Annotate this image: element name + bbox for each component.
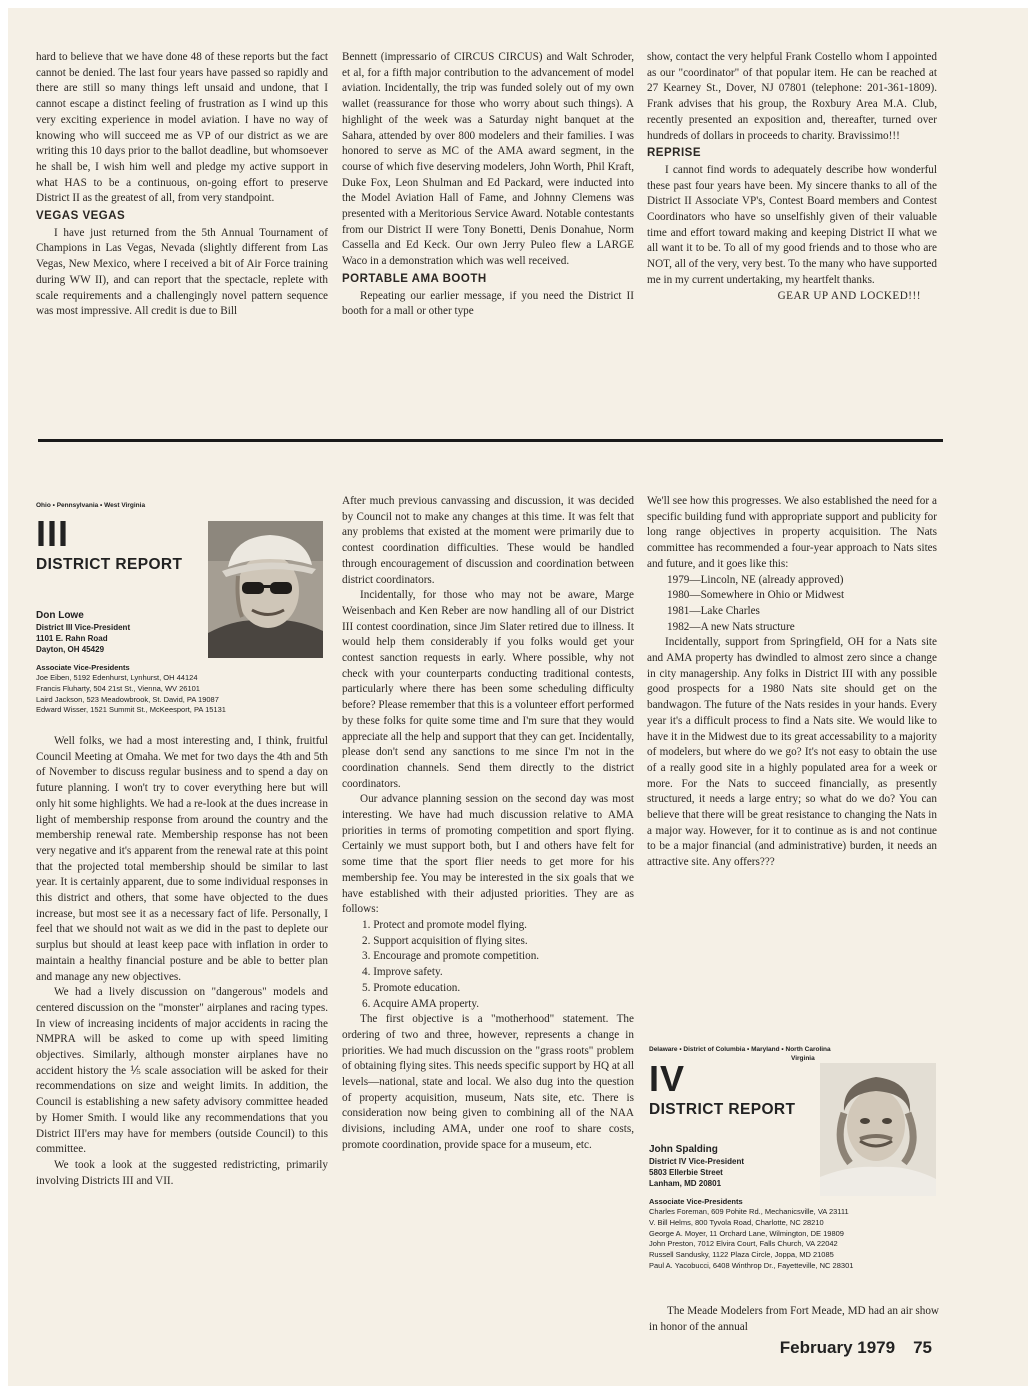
- issue-date: February 1979: [779, 1338, 896, 1357]
- associate-entry: Charles Foreman, 609 Pohite Rd., Mechanicsville, VA 23111: [649, 1207, 849, 1216]
- paragraph: I have just returned from the 5th Annual Tournament of Champions in Las Vegas, Nevada (slightly different from Las Vegas, New Mexico, where I received a bit of Air Force training during WW II), and can report that the spectacle, replete with scale requirements and a challengingly novel pattern sequence was most impressive. All credit is due to Bill: [36, 226, 328, 318]
- list-item: 4. Improve safety.: [362, 966, 443, 979]
- district-3-vp-street: 1101 E. Rahn Road: [36, 634, 108, 643]
- paragraph: Incidentally, support from Springfield, OH for a Nats site and AMA property has dwindled to almost zero since a change in city managership. Any folks in District III with any possible good prospects for a 1980 Nats site should get on the bandwagon. The future of the Nats resides in your hands. Every year it's a difficult process to find a Nats site. We would like to have it in the Midwest due to its great accessability to a majority of modelers, but where do we go? It's not easy to obtain the use of a really good site in a highly populated area for a week or more. For the Nats to succeed financially, as presently structured, it needs a large entry; so what do we do? You can believe that there will be great resistance to changing the Nats in a major way. However, for it to continue as is and not continue to be a major financial (and administrative) burden, it needs an attractive site. Any offers???: [647, 636, 937, 869]
- top-column-3: [647, 50, 937, 304]
- associate-entry: Francis Fluharty, 504 21st St., Vienna, WV 26101: [36, 683, 200, 693]
- district-3-associates-heading: Associate Vice-Presidents: [36, 663, 130, 672]
- district-4-paragraph: The Meade Modelers from Fort Meade, MD had an air show in honor of the annual: [649, 1305, 939, 1333]
- paragraph: We took a look at the suggested redistricting, primarily involving Districts III and VII.: [36, 1158, 328, 1187]
- district-4-title: DISTRICT REPORT: [649, 1101, 796, 1118]
- district-4-vp-info: [649, 1144, 949, 1272]
- district-4-states-2: Virginia: [791, 1055, 815, 1062]
- paragraph: The first objective is a "motherhood" statement. The ordering of two and three, however, represents a change in priorities. We had much discussion on the "grass roots" problem of obtaining flying sites. This needs specific support by HQ at all levels—national, state and local. We also dug into the question of property acquisition, museum, Nats site, etc. There is consideration now being given to combining all of the NAA divisions, including AMA, under one roof to share costs, promote coordination, provide space for a museum, etc.: [342, 1013, 634, 1151]
- list-item: 1979—Lincoln, NE (already approved): [667, 573, 844, 586]
- paragraph: show, contact the very helpful Frank Costello whom I appointed as our "coordinator" of that popular item. He can be reached at 27 Kearney St., Dover, NJ 07801 (telephone: 201-361-1809). Frank advises that his group, the Roxbury Area M.A. Club, recently presented an exposition and, thereafter, turned over hundreds of dollars in proceeds to charity. Bravissimo!!!: [647, 51, 937, 142]
- paragraph: Incidentally, for those who may not be aware, Marge Weisenbach and Ken Reber are now handling all of our District III contest coordination, since Jim Slater retired due to illness. It would help them considerably if you folks would get your contest sanction requests in early. Where possible, why not check with your counterparts conducting traditional contests, particularly where there has been some scheduling difficulty before? Please remember that this is a volunteer effort performed by these folks for quite some time and I'm sure that they would appreciate all the help and support that they can get. Incidentally, please don't send any sanctions to me since I'm not in the coordination channels. Send them directly to the district coordinators.: [342, 589, 634, 790]
- top-column-2: [342, 50, 634, 320]
- list-item: 2. Support acquisition of flying sites.: [362, 934, 528, 947]
- district-3-vp-city: Dayton, OH 45429: [36, 645, 105, 654]
- district-3-number: III: [36, 513, 70, 554]
- list-item: 1982—A new Nats structure: [667, 620, 795, 633]
- paragraph: Our advance planning session on the second day was most interesting. We have had much discussion relative to AMA priorities in terms of promoting competition and sport flying. Certainly we must support both, but I and others have felt for some time that the sport flier needs to get more for his membership fee. You may be interested in the six goals that we have established with their adjusted priorities. They are as follows:: [342, 793, 634, 916]
- paragraph: We had a lively discussion on "dangerous" models and centered discussion on the "monster" airplanes and racing types. In view of increasing incidents of major accidents in racing the NMPRA will be asked to come up with speed limiting objectives. Similarly, although monster airplanes have no accident history the ⅕ scale association will be asked for their recommendations on size and weight limits. In addition, the Council is establishing a new safety advisory committee headed by Homer Smith. I would like any recommendations that you District III'ers may have for members (outside Council) to this committee.: [36, 986, 328, 1156]
- associate-entry: George A. Moyer, 11 Orchard Lane, Wilmington, DE 19809: [649, 1228, 844, 1238]
- district-3-vp-info: [36, 610, 326, 716]
- district-4-vp-city: Lanham, MD 20801: [649, 1179, 722, 1188]
- associate-entry: Laird Jackson, 523 Meadowbrook, St. David, PA 19087: [36, 694, 219, 704]
- list-item: 3. Encourage and promote competition.: [362, 950, 540, 963]
- paragraph: Repeating our earlier message, if you need the District II booth for a mall or other type: [342, 289, 634, 318]
- list-item: 6. Acquire AMA property.: [362, 997, 480, 1010]
- district-4-number: IV: [649, 1058, 686, 1099]
- district-3-title: DISTRICT REPORT: [36, 556, 183, 573]
- section-divider: [38, 439, 943, 442]
- district-3-states: Ohio • Pennsylvania • West Virginia: [36, 502, 146, 509]
- associate-entry: Edward Wisser, 1521 Summit St., McKeesport, PA 15131: [36, 705, 226, 715]
- section-heading: PORTABLE AMA BOOTH: [342, 272, 487, 285]
- district-3-header: [36, 501, 216, 574]
- paragraph: We'll see how this progresses. We also established the need for a specific building fund with appropriate support and publicity for long range objectives in property acquisition. The Nats committee has recommended a four-year approach to Nats sites and future, and it goes like this:: [647, 495, 937, 570]
- associate-entry: Russell Sandusky, 1122 Plaza Circle, Joppa, MD 21085: [649, 1250, 834, 1260]
- district-4-states: Delaware • District of Columbia • Maryland • North Carolina: [649, 1046, 831, 1053]
- district-4-vp-title: District IV Vice-President: [649, 1157, 744, 1166]
- district-3-column-1: [36, 734, 328, 1189]
- associate-entry: V. Bill Helms, 800 Tyvola Road, Charlotte, NC 28210: [649, 1217, 824, 1227]
- paragraph: I cannot find words to adequately describe how wonderful these past four years have been. My sincere thanks to all of the District II Associate VP's, Contest Board members and Contest Coordinators who have so unselfishly given of their valuable time and effort toward making and keeping District II what we all want it to be. To all of my good friends and to those who are NOT, all of the very, very best. To the many who have supported me in my current undertaking, my heartfelt thanks.: [647, 163, 937, 286]
- paragraph: Bennett (impressario of CIRCUS CIRCUS) and Walt Schroder, et al, for a fifth major contribution to the advancement of model aviation. Incidentally, the trip was funded solely out of my own wallet (reassurance for those who worry about such things). A highlight of the week was a Saturday night banquet at the Sahara, attended by over 800 modelers and their families. I was honored to serve as MC of the AMA award segment, in the course of which five deserving modelers, John Worth, Phil Kraft, Duke Fox, Leon Shulman and Ed Packard, were inducted into the Model Aviation Hall of Fame, and Johnny Clemens was presented with a Meritorious Service Award. Notable contestants from our District II were Tony Bonetti, Denis Donahue, Norm Cassella and Ed Keck. Our own Jerry Puleo flew a LARGE Waco in a demonstration which was well received.: [342, 51, 634, 268]
- page-number: 75: [913, 1338, 932, 1357]
- paragraph: hard to believe that we have done 48 of these reports but the fact cannot be denied. The last four years have passed so rapidly and there are still so many things left unsaid and undone, that I cannot escape a distinct feeling of frustration as I wind up this very exciting experience in model aviation. I have no way of knowing who will succeed me as VP of our district as we are writing this 10 days prior to the ballot deadline, but whomsoever he shall be, I wish him well and pledge my active support in what HAS to be a continuous, on-going effort to preserve District II as the greatest of all, from very standpoint.: [36, 51, 328, 205]
- district-4-body: [649, 1304, 939, 1335]
- sign-off: GEAR UP AND LOCKED!!!: [777, 289, 921, 302]
- district-3-column-2: [342, 494, 634, 1154]
- associate-entry: Paul A. Yacobucci, 6408 Winthrop Dr., Fayetteville, NC 28301: [649, 1260, 854, 1270]
- list-item: 5. Promote education.: [362, 981, 461, 994]
- paragraph: After much previous canvassing and discussion, it was decided by Council not to make any changes at this time. It was felt that any problems that existed at the moment were primarily due to contest coordination difficulties. These would be handled through encouragement of discussion and coordination between district coordinators.: [342, 495, 634, 586]
- district-3-column-3: [647, 494, 937, 871]
- top-column-1: [36, 50, 328, 320]
- district-3-vp-name: Don Lowe: [36, 610, 84, 621]
- associate-entry: John Preston, 7012 Elvira Court, Falls Church, VA 22042: [649, 1239, 838, 1249]
- section-heading: REPRISE: [647, 147, 701, 160]
- district-4-associates-heading: Associate Vice-Presidents: [649, 1197, 743, 1206]
- list-item: 1980—Somewhere in Ohio or Midwest: [667, 589, 845, 602]
- section-heading: VEGAS VEGAS: [36, 210, 126, 223]
- list-item: 1981—Lake Charles: [667, 604, 760, 617]
- district-4-vp-name: John Spalding: [649, 1144, 718, 1155]
- district-3-vp-title: District III Vice-President: [36, 623, 131, 632]
- list-item: 1. Protect and promote model flying.: [362, 918, 527, 931]
- district-3-associates-list: [36, 673, 326, 716]
- district-4-vp-street: 5803 Ellerbie Street: [649, 1168, 723, 1177]
- district-4-associates-list: [649, 1207, 949, 1272]
- page-footer: [780, 1338, 932, 1358]
- magazine-page: [8, 8, 1028, 1386]
- associate-entry: Joe Eiben, 5192 Edenhurst, Lynhurst, OH 44124: [36, 673, 198, 682]
- paragraph: Well folks, we had a most interesting and, I think, fruitful Council Meeting at Omaha. We met for two days the 4th and 5th of November to discuss regular business and to spend a day on future planning. I won't try to cover everything here but will only hit some highlights. We had a re-look at the dues increase in light of membership response from around the country and the membership renewal rate. Membership response has not been very negative and it's apparent from the renewal rate at this point that the projected total membership should be similar to last year. It is certainly apparent, due to some individual responses in this district and others, that some have objected to the dues increase, but most see it as a necessary fact of life. Personally, I feel that we should not wait as we did in the past to deplete our surplus but should at least keep pace with inflation in order to maintain a healthy financial posture and be able to better plan and manage any new objectives.: [36, 735, 328, 983]
